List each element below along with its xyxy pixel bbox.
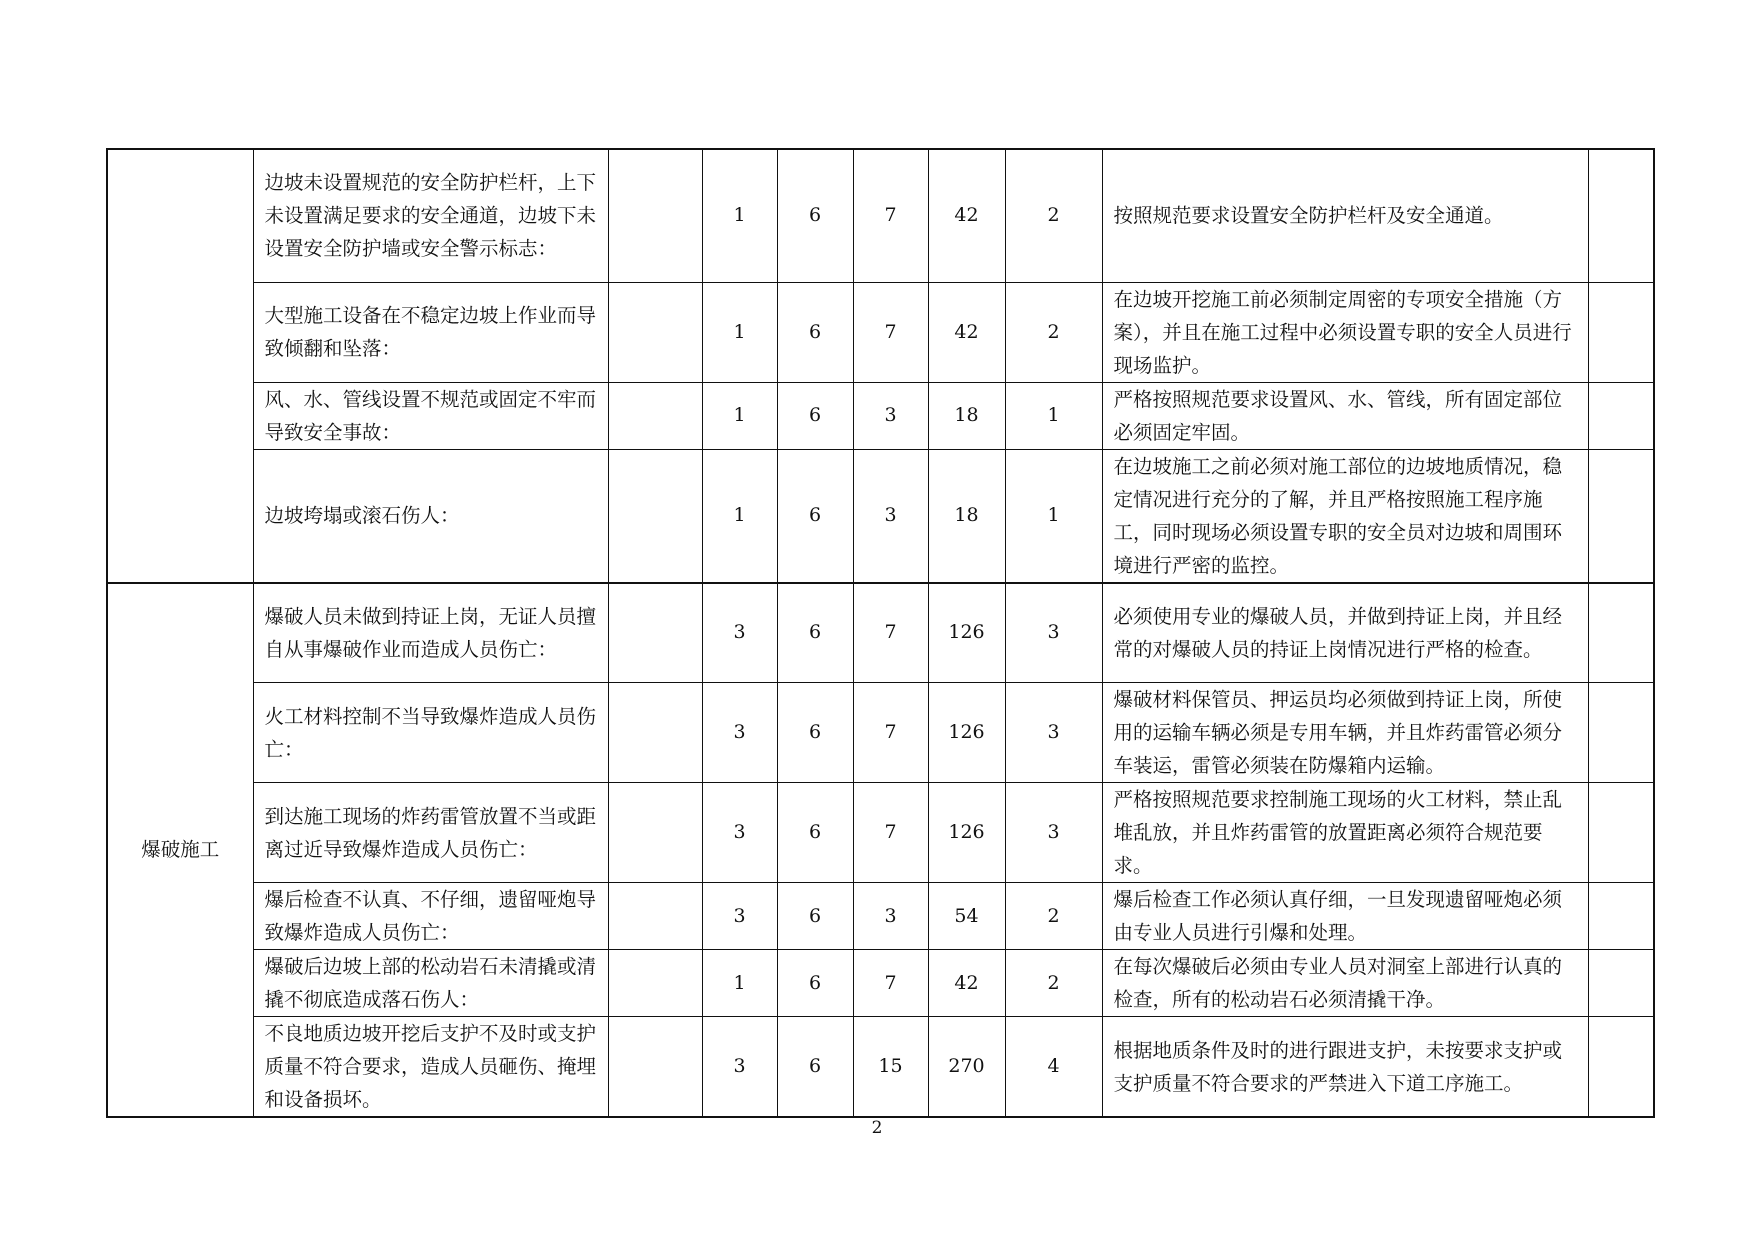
value-l-cell: 3 [702,683,777,783]
remark-cell [1588,449,1654,583]
blank-cell [608,783,702,883]
value-l-cell: 3 [702,783,777,883]
page-number: 2 [871,1118,883,1138]
hazard-cell: 边坡未设置规范的安全防护栏杆，上下未设置满足要求的安全通道，边坡下未设置安全防护墙或安全警示标志： [253,149,608,282]
remark-cell [1588,783,1654,883]
table-row [107,149,1654,282]
value-c-cell: 7 [853,149,928,282]
value-l-cell: 3 [702,583,777,683]
hazard-cell: 不良地质边坡开挖后支护不及时或支护质量不符合要求，造成人员砸伤、掩埋和设备损坏。 [253,1017,608,1118]
measure-cell: 严格按照规范要求设置风、水、管线，所有固定部位必须固定牢固。 [1102,382,1588,449]
table-row [107,783,1654,883]
hazard-cell: 边坡垮塌或滚石伤人： [253,449,608,583]
value-d-cell: 18 [928,449,1005,583]
value-c-cell: 7 [853,282,928,382]
value-e-cell: 6 [777,1017,853,1118]
value-d-cell: 126 [928,683,1005,783]
measure-cell: 必须使用专业的爆破人员，并做到持证上岗，并且经常的对爆破人员的持证上岗情况进行严格的检查。 [1102,583,1588,683]
measure-cell: 爆破材料保管员、押运员均必须做到持证上岗，所使用的运输车辆必须是专用车辆，并且炸药雷管必须分车装运，雷管必须装在防爆箱内运输。 [1102,683,1588,783]
hazard-cell: 爆破后边坡上部的松动岩石未清撬或清撬不彻底造成落石伤人： [253,950,608,1017]
blank-cell [608,683,702,783]
blank-cell [608,583,702,683]
value-c-cell: 7 [853,683,928,783]
hazard-cell: 爆破人员未做到持证上岗，无证人员擅自从事爆破作业而造成人员伤亡： [253,583,608,683]
risk-level-cell: 2 [1005,883,1102,950]
value-d-cell: 54 [928,883,1005,950]
value-l-cell: 1 [702,282,777,382]
value-l-cell: 1 [702,449,777,583]
value-d-cell: 126 [928,583,1005,683]
value-d-cell: 126 [928,783,1005,883]
value-d-cell: 270 [928,1017,1005,1118]
table-row [107,449,1654,583]
risk-level-cell: 1 [1005,382,1102,449]
value-e-cell: 6 [777,449,853,583]
risk-level-cell: 2 [1005,282,1102,382]
measure-cell: 根据地质条件及时的进行跟进支护，未按要求支护或支护质量不符合要求的严禁进入下道工序施工。 [1102,1017,1588,1118]
category-cell: 爆破施工 [107,583,253,1118]
measure-cell: 爆后检查工作必须认真仔细，一旦发现遗留哑炮必须由专业人员进行引爆和处理。 [1102,883,1588,950]
risk-level-cell: 1 [1005,449,1102,583]
value-c-cell: 3 [853,883,928,950]
value-d-cell: 42 [928,950,1005,1017]
remark-cell [1588,683,1654,783]
value-l-cell: 3 [702,883,777,950]
blank-cell [608,382,702,449]
table-row [107,382,1654,449]
table-row [107,683,1654,783]
value-e-cell: 6 [777,783,853,883]
value-e-cell: 6 [777,282,853,382]
value-l-cell: 1 [702,382,777,449]
remark-cell [1588,282,1654,382]
value-c-cell: 15 [853,1017,928,1118]
blank-cell [608,883,702,950]
value-e-cell: 6 [777,683,853,783]
hazard-cell: 风、水、管线设置不规范或固定不牢而导致安全事故： [253,382,608,449]
blank-cell [608,282,702,382]
hazard-cell: 火工材料控制不当导致爆炸造成人员伤亡： [253,683,608,783]
value-e-cell: 6 [777,583,853,683]
value-c-cell: 3 [853,449,928,583]
blank-cell [608,449,702,583]
table-row [107,583,1654,683]
risk-assessment-table [106,148,1655,1118]
table-row [107,950,1654,1017]
table-row [107,1017,1654,1118]
value-d-cell: 42 [928,149,1005,282]
risk-level-cell: 3 [1005,683,1102,783]
value-c-cell: 7 [853,783,928,883]
category-cell [107,149,253,583]
value-e-cell: 6 [777,883,853,950]
hazard-cell: 大型施工设备在不稳定边坡上作业而导致倾翻和坠落： [253,282,608,382]
measure-cell: 在每次爆破后必须由专业人员对洞室上部进行认真的检查，所有的松动岩石必须清撬干净。 [1102,950,1588,1017]
value-c-cell: 7 [853,583,928,683]
remark-cell [1588,883,1654,950]
value-e-cell: 6 [777,149,853,282]
hazard-cell: 到达施工现场的炸药雷管放置不当或距离过近导致爆炸造成人员伤亡： [253,783,608,883]
risk-level-cell: 3 [1005,783,1102,883]
risk-level-cell: 4 [1005,1017,1102,1118]
value-d-cell: 42 [928,282,1005,382]
table-row [107,282,1654,382]
measure-cell: 按照规范要求设置安全防护栏杆及安全通道。 [1102,149,1588,282]
value-d-cell: 18 [928,382,1005,449]
risk-level-cell: 2 [1005,149,1102,282]
hazard-cell: 爆后检查不认真、不仔细，遗留哑炮导致爆炸造成人员伤亡： [253,883,608,950]
blank-cell [608,149,702,282]
remark-cell [1588,950,1654,1017]
value-c-cell: 3 [853,382,928,449]
value-c-cell: 7 [853,950,928,1017]
remark-cell [1588,382,1654,449]
value-l-cell: 3 [702,1017,777,1118]
measure-cell: 在边坡施工之前必须对施工部位的边坡地质情况，稳定情况进行充分的了解，并且严格按照施工程序施工，同时现场必须设置专职的安全员对边坡和周围环境进行严密的监控。 [1102,449,1588,583]
value-l-cell: 1 [702,950,777,1017]
value-e-cell: 6 [777,950,853,1017]
risk-level-cell: 3 [1005,583,1102,683]
table-row [107,883,1654,950]
remark-cell [1588,149,1654,282]
value-e-cell: 6 [777,382,853,449]
blank-cell [608,1017,702,1118]
measure-cell: 在边坡开挖施工前必须制定周密的专项安全措施（方案），并且在施工过程中必须设置专职的安全人员进行现场监护。 [1102,282,1588,382]
measure-cell: 严格按照规范要求控制施工现场的火工材料，禁止乱堆乱放，并且炸药雷管的放置距离必须符合规范要求。 [1102,783,1588,883]
blank-cell [608,950,702,1017]
remark-cell [1588,1017,1654,1118]
risk-level-cell: 2 [1005,950,1102,1017]
remark-cell [1588,583,1654,683]
value-l-cell: 1 [702,149,777,282]
